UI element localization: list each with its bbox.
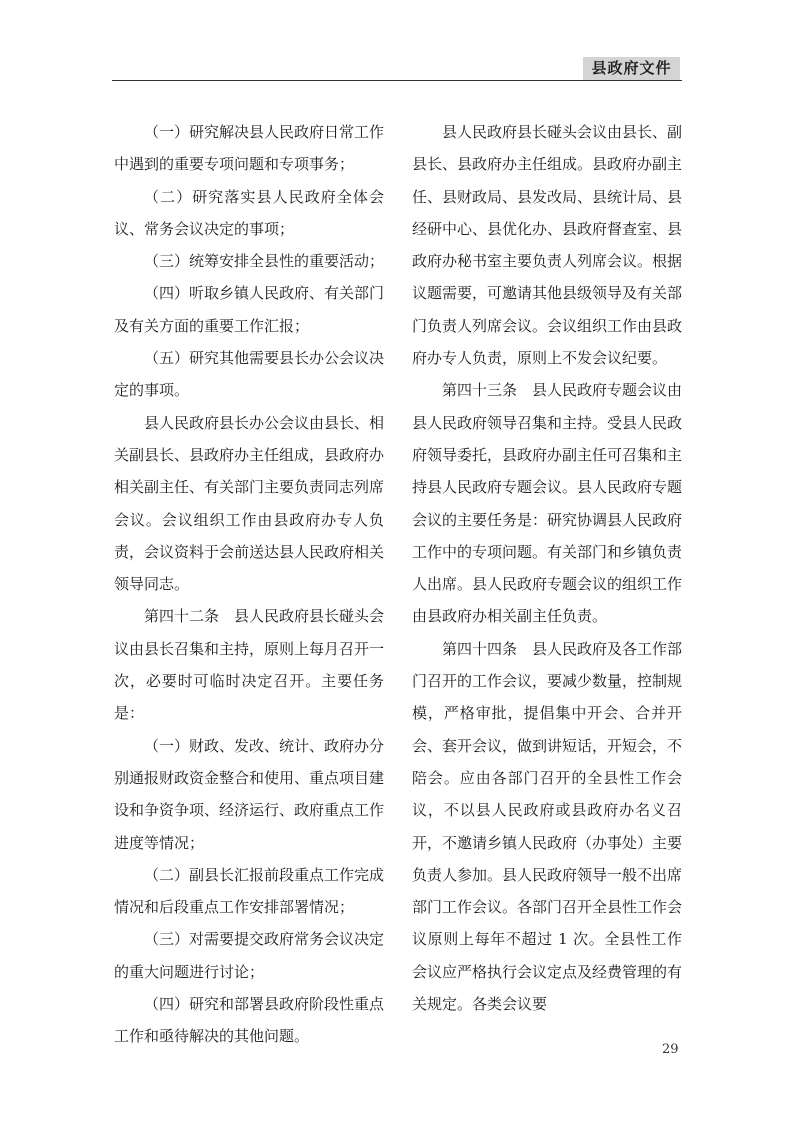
paragraph: （一）研究解决县人民政府日常工作中遇到的重要专项问题和专项事务； [114,123,385,174]
paragraph: 县人民政府县长办公会议由县长、相关副县长、县政府办主任组成，县政府办相关副主任、有关部门主要负责同志列席会议。会议组织工作由县政府办专人负责，会议资料于会前送达县人民政府相关领导同志。 [114,413,385,594]
paragraph: （四）研究和部署县政府阶段性重点工作和亟待解决的其他问题。 [114,995,385,1046]
paragraph: （三）统筹安排全县性的重要活动； [144,252,385,271]
left-column [114,116,384,1053]
header-rule [112,80,682,81]
page-number: 29 [662,1042,679,1057]
article-44-paragraph: 第四十四条 县人民政府及各工作部门召开的工作会议，要减少数量，控制规模，严格审批，提倡集中开会、合并开会、套开会议，做到讲短话，开短会，不陪会。应由各部门召开的全县性工作会议，不以县人民政府或县政府办名义召开，不邀请乡镇人民政府（办事处）主要负责人参加。县人民政府领导一般不出席部门工作会议。各部门召开全县性工作会议原则上每年不超过 1 次。全县性工作会议应严格执行会议定点及经费管理的有关规定。各类会议要 [412,639,683,1014]
paragraph: （五）研究其他需要县长办公会议决定的事项。 [114,349,385,400]
paragraph: （二）研究落实县人民政府全体会议、常务会议决定的事项； [114,187,384,238]
paragraph: （二）副县长汇报前段重点工作完成情况和后段重点工作安排部署情况； [114,865,385,917]
paragraph: 县人民政府县长碰头会议由县长、副县长、县政府办主任组成。县政府办副主任、县财政局、县发改局、县统计局、县经研中心、县优化办、县政府督查室、县政府办秘书室主要负责人列席会议。根据议题需要，可邀请其他县级领导及有关部门负责人列席会议。会议组织工作由县政府办专人负责，原则上不发会议纪要。 [412,123,683,368]
paragraph: （三）对需要提交政府常务会议决定的重大问题进行讨论； [114,930,385,981]
paragraph: （四）听取乡镇人民政府、有关部门及有关方面的重要工作汇报； [114,284,385,335]
header-section-tag: 县政府文件 [583,57,680,80]
article-42-paragraph: 第四十二条 县人民政府县长碰头会议由县长召集和主持，原则上每月召开一次，必要时可临时决定召开。主要任务是： [114,607,385,723]
article-43-paragraph: 第四十三条 县人民政府专题会议由县人民政府领导召集和主持。受县人民政府领导委托，县政府办副主任可召集和主持县人民政府专题会议。县人民政府专题会议的主要任务是：研究协调县人民政府工作中的专项问题。有关部门和乡镇负责人出席。县人民政府专题会议的组织工作由县政府办相关副主任负责。 [412,381,683,626]
paragraph: （一）财政、发改、统计、政府办分别通报财政资金整合和使用、重点项目建设和争资争项、经济运行、政府重点工作进度等情况； [114,736,385,852]
right-column [412,116,682,1020]
